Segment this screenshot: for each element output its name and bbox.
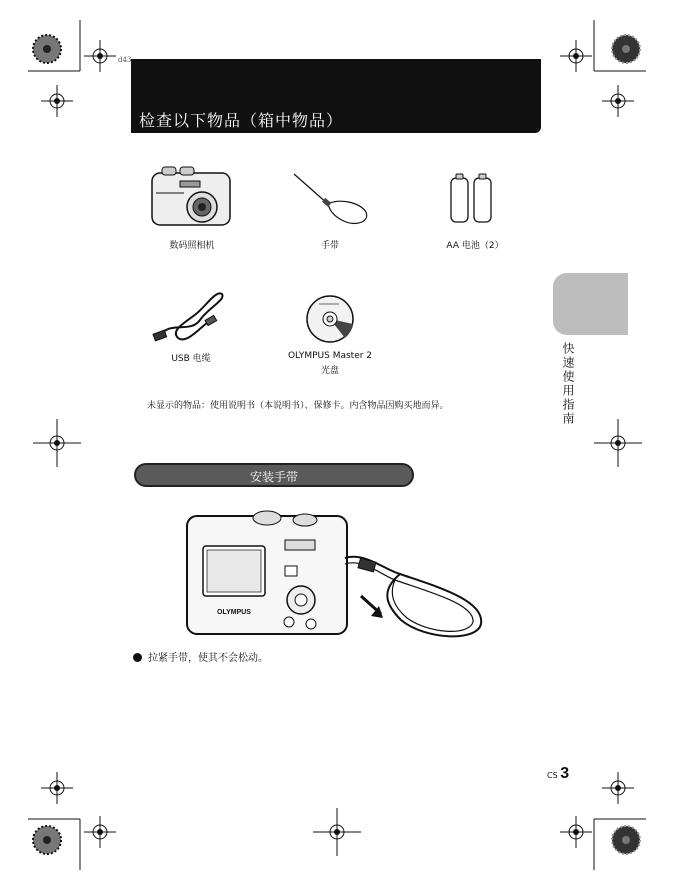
starburst-marks: [33, 35, 640, 854]
page-number: [547, 765, 569, 783]
side-tab: [553, 273, 628, 335]
page-title: 检查以下物品（箱中物品）: [139, 111, 344, 130]
camera-brand-text: OLYMPUS: [217, 609, 251, 616]
item-caption-camera: 数码照相机: [169, 241, 215, 251]
instruction-text: 拉紧手带，使其不会松动。: [148, 653, 268, 664]
item-caption-usb: USB 电缆: [171, 354, 211, 364]
items-note: 未显示的物品：使用说明书（本说明书）、保修卡。内含物品因购买地而异。: [147, 401, 449, 411]
bullet-icon: [133, 653, 142, 662]
crosshair-marks: [33, 40, 642, 856]
side-tab-label: 快速使用指南: [561, 342, 575, 426]
item-caption-cd: [275, 351, 385, 376]
camera-strap-illustration: [185, 500, 485, 645]
section-heading: 安装手带: [134, 463, 414, 487]
item-caption-cd-line2: 光盘: [320, 366, 339, 376]
instruction-line: [133, 649, 268, 664]
crop-marks-top: [28, 20, 646, 870]
strap-icon: [290, 168, 370, 228]
item-caption-cd-line1: OLYMPUS Master 2: [287, 351, 373, 361]
aa-batteries-icon: [447, 172, 497, 224]
digital-camera-icon: [150, 163, 234, 229]
page-prefix: CS: [547, 771, 558, 780]
cd-rom-icon: [305, 294, 355, 344]
print-code: d43: [118, 56, 132, 64]
item-caption-batteries: AA 电池（2）: [446, 241, 504, 251]
item-caption-strap: 手带: [320, 241, 339, 251]
usb-cable-icon: [150, 290, 232, 346]
page-number-value: 3: [560, 765, 570, 782]
